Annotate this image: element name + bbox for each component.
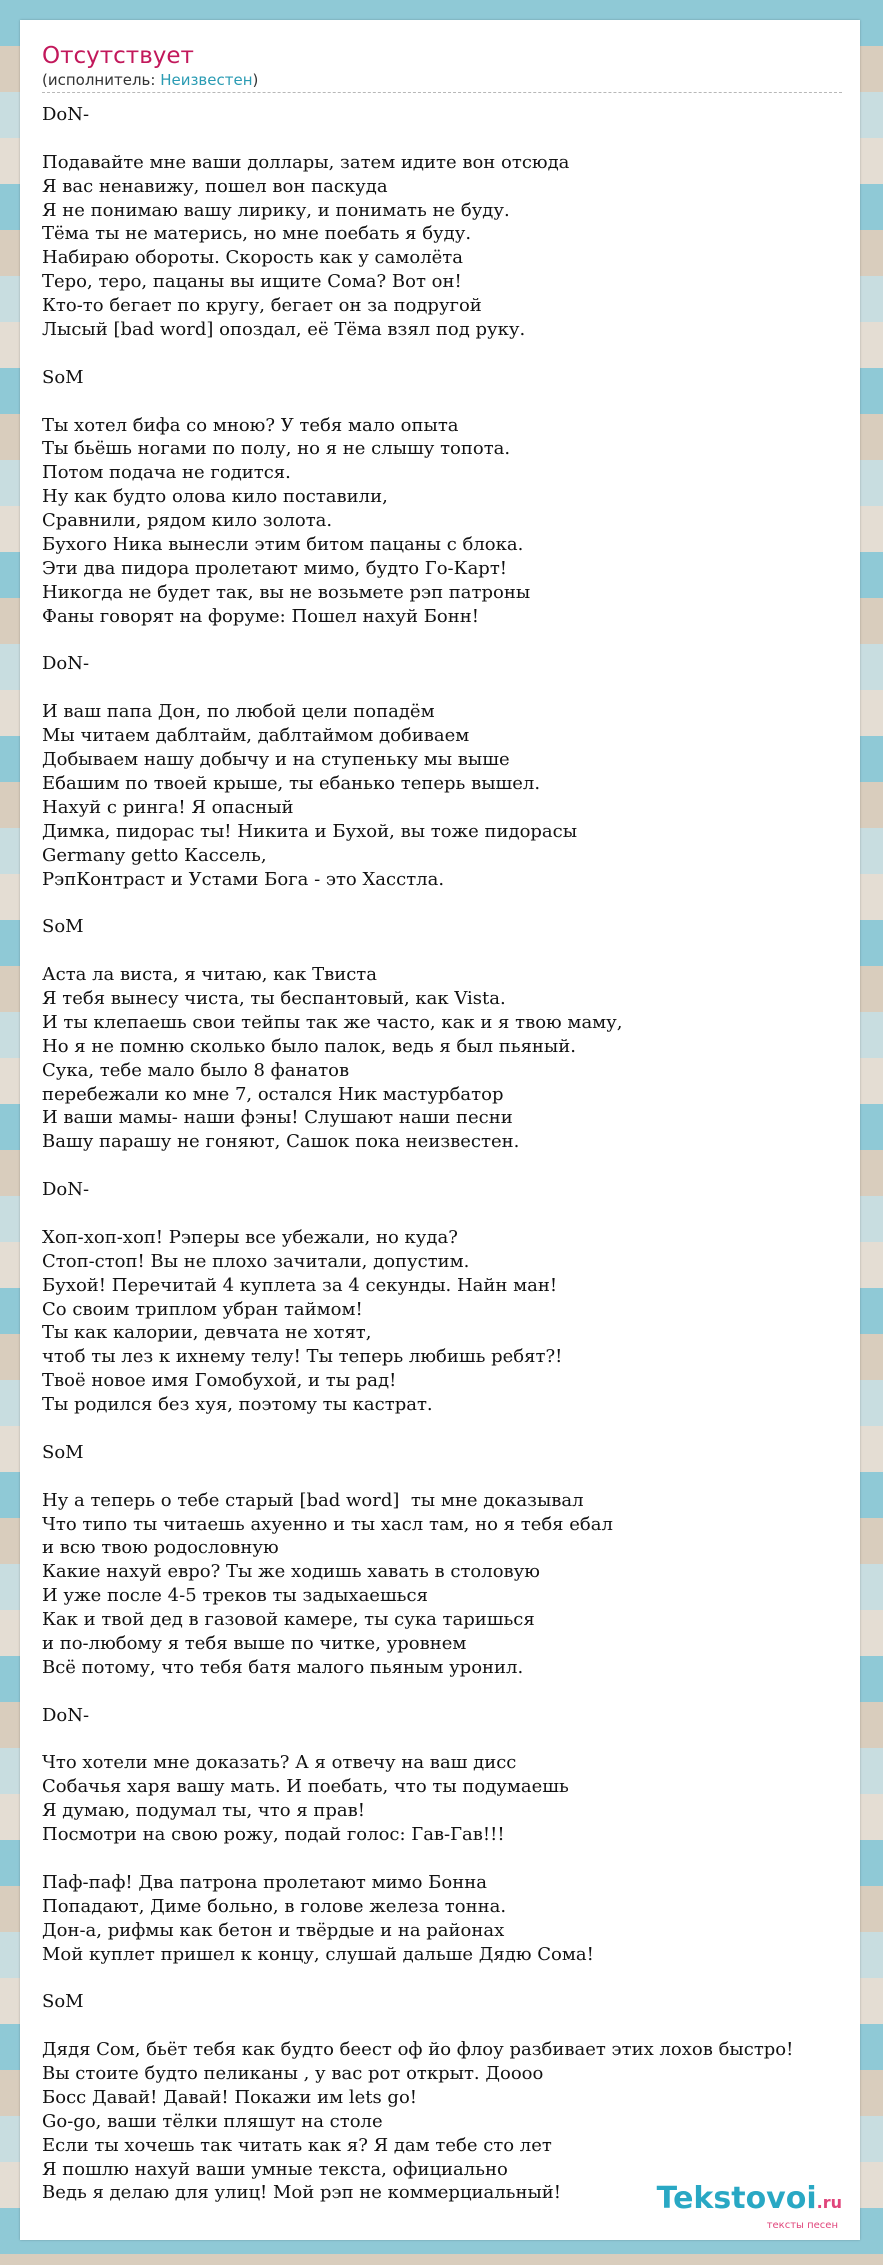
lyric-line: DoN- (42, 104, 90, 125)
lyric-line: Попадают, Диме больно, в голове железа тонна. (42, 1895, 507, 1917)
lyric-line: И ваш папа Дон, по любой цели попадём (42, 701, 435, 723)
lyric-line: И ты клепаешь свои тейпы так же часто, как и я твою маму, (42, 1011, 623, 1033)
lyric-line (42, 676, 860, 700)
lyric-line: Вы стоите будто пеликаны , у вас рот открыт. Дoooo (42, 2063, 544, 2085)
lyric-line: Со своим триплом убран таймом! (42, 1298, 363, 1320)
lyric-line: DoN- (42, 1179, 90, 1201)
lyric-line: и всю твою родословную (42, 1537, 279, 1559)
lyric-line: Димка, пидорас ты! Никита и Бухой, вы тоже пидорасы (42, 820, 578, 842)
lyric-line: Мой куплет пришел к концу, слушай дальше Дядю Сома! (42, 1943, 594, 1965)
lyric-line: Сравнили, рядом кило золота. (42, 510, 333, 532)
lyric-line (42, 1417, 860, 1441)
lyric-line: Дядя Сом, бьёт тебя как будто беест оф йо флоу разбивает этих лохов быстро! (42, 2039, 794, 2061)
lyric-line: Я пошлю нахуй ваши умные текста, официально (42, 2158, 508, 2180)
lyric-line: Тёма ты не матерись, но мне поебать я буду. (42, 223, 472, 245)
lyric-line: Паф-паф! Два патрона пролетают мимо Бонна (42, 1871, 487, 1893)
lyric-line (42, 629, 860, 653)
lyric-line: Ведь я делаю для улиц! Мой рэп не коммерциальный! (42, 2182, 562, 2204)
lyric-line: Нахуй с ринга! Я опасный (42, 796, 294, 818)
lyric-line: SoM (42, 916, 84, 938)
lyric-line (42, 342, 860, 366)
lyric-line: Всё потому, что тебя батя малого пьяным уронил. (42, 1656, 524, 1678)
song-title: Отсутствует (42, 43, 194, 69)
lyric-line: Стоп-стоп! Вы не плохо зачитали, допустим. (42, 1250, 470, 1272)
lyric-line (42, 1680, 860, 1704)
lyric-line: Хоп-хоп-хоп! Рэперы все убежали, но куда? (42, 1226, 458, 1248)
lyrics-card (20, 20, 860, 2240)
lyric-line: Аста ла виста, я читаю, как Твиста (42, 964, 377, 986)
lyric-line (42, 1966, 860, 1990)
lyric-line: Ты бьёшь ногами по полу, но я не слышу топота. (42, 438, 511, 460)
lyric-line: Теро, теро, пацаны вы ищите Сома? Вот он! (42, 271, 462, 293)
site-logo[interactable] (600, 2178, 860, 2240)
lyric-line: Эти два пидора пролетают мимо, будто Го-Карт! (42, 557, 508, 579)
lyric-line: Я вас ненавижу, пошел вон паскуда (42, 175, 388, 197)
lyric-line (42, 127, 860, 151)
performer-link[interactable]: Неизвестен (160, 71, 253, 89)
lyric-line: Что типо ты читаешь ахуенно и ты хасл там, но я тебя ебал (42, 1513, 613, 1535)
lyric-line: И уже после 4-5 треков ты задыхаешься (42, 1585, 428, 1607)
lyric-line: Ты как калории, девчата не хотят, (42, 1322, 372, 1344)
lyric-line: Что хотели мне доказать? А я отвечу на ваш дисс (42, 1752, 517, 1774)
lyric-line (42, 1847, 860, 1871)
logo-tld: .ru (816, 2193, 842, 2212)
lyric-line: чтоб ты лез к ихнему телу! Ты теперь любишь ребят?! (42, 1346, 563, 1368)
lyric-line: Дон-а, рифмы как бетон и твёрдые и на районах (42, 1919, 505, 1941)
lyric-line (42, 2014, 860, 2038)
lyric-line: Кто-то бегает по кругу, бегает он за подругой (42, 295, 482, 317)
lyric-line: Потом подача не годится. (42, 462, 291, 484)
lyric-line: И ваши мамы- наши фэны! Слушают наши песни (42, 1107, 513, 1129)
lyric-line: Бухого Ника вынесли этим битом пацаны с блока. (42, 534, 524, 556)
lyric-line (42, 1465, 860, 1489)
lyric-line: SoM (42, 1441, 84, 1463)
lyric-line: Подавайте мне ваши доллары, затем идите вон отсюда (42, 151, 570, 173)
lyric-line: SoM (42, 366, 84, 388)
lyric-line: DoN- (42, 1704, 90, 1726)
lyric-line (42, 1154, 860, 1178)
lyric-line: Лысый [bad word] опоздал, её Тёма взял под руку. (42, 319, 526, 341)
lyric-line: SoM (42, 1991, 84, 2013)
performer-prefix: (исполнитель: (42, 71, 161, 89)
performer-line (42, 70, 842, 93)
lyric-line: Как и твой дед в газовой камере, ты сука таришься (42, 1609, 535, 1631)
lyrics-text (42, 103, 860, 2205)
lyric-line (42, 1202, 860, 1226)
lyric-line: Какие нахуй евро? Ты же ходишь хавать в столовую (42, 1561, 540, 1583)
lyric-line: РэпКонтраст и Устами Бога - это Хасстла. (42, 868, 445, 890)
lyric-line: Ты родился без хуя, поэтому ты кастрат. (42, 1394, 433, 1416)
lyric-line: Я думаю, подумал ты, что я прав! (42, 1800, 366, 1822)
lyric-line: Твоё новое имя Гомобухой, и ты рад! (42, 1370, 397, 1392)
logo-tagline: тексты песен (766, 2220, 838, 2231)
lyric-line: Ебашим по твоей крыше, ты ебанько теперь вышел. (42, 772, 541, 794)
lyric-line: Я тебя вынесу чиста, ты беспантовый, как Vista. (42, 987, 506, 1009)
lyric-line (42, 1728, 860, 1752)
lyric-line: и по-любому я тебя выше по читке, уровнем (42, 1633, 467, 1654)
lyric-line: Но я не помню сколько было палок, ведь я был пьяный. (42, 1035, 576, 1057)
performer-suffix: ) (252, 71, 259, 89)
lyric-line: DoN- (42, 653, 90, 675)
lyric-line: Посмотри на свою рожу, подай голос: Гав-Гав!!! (42, 1824, 505, 1846)
lyric-line: Ты хотел бифа со мною? У тебя мало опыта (42, 414, 459, 436)
lyric-line (42, 390, 860, 414)
lyric-line: Добываем нашу добычу и на ступеньку мы выше (42, 749, 510, 771)
lyric-line: Ну как будто олова кило поставили, (42, 486, 388, 508)
lyric-line: Ну а теперь о тебе старый [bad word] ты мне доказывал (42, 1489, 584, 1511)
lyric-line: Бухой! Перечитай 4 куплета за 4 секунды. Найн ман! (42, 1274, 558, 1296)
lyric-line: Набираю обороты. Скорость как у самолёта (42, 247, 463, 269)
logo-name: Tekstovoi (656, 2181, 817, 2216)
lyric-line: Germany getto Кассель, (42, 844, 267, 866)
lyric-line: Я не понимаю вашу лирику, и понимать не буду. (42, 199, 510, 221)
lyric-line: Вашу парашу не гоняют, Сашок пока неизвестен. (42, 1131, 520, 1153)
lyric-line (42, 939, 860, 963)
lyric-line: Сука, тебе мало было 8 фанатов (42, 1059, 350, 1081)
lyric-line: Никогда не будет так, вы не возьмете рэп патроны (42, 581, 531, 603)
lyric-line: Если ты хочешь так читать как я? Я дам тебе сто лет (42, 2134, 552, 2156)
lyric-line: Мы читаем даблтайм, даблтаймом добиваем (42, 725, 470, 747)
lyric-line: Босс Давай! Давай! Покажи им lets go! (42, 2086, 418, 2108)
lyric-line: Go-go, ваши тёлки пляшут на столе (42, 2110, 383, 2132)
logo-wordmark (600, 2178, 842, 2220)
lyric-line: перебежали ко мне 7, остался Ник мастурбатор (42, 1083, 504, 1105)
lyric-line (42, 891, 860, 915)
lyric-line: Собачья харя вашу мать. И поебать, что ты подумаешь (42, 1776, 569, 1798)
lyric-line: Фаны говорят на форуме: Пошел нахуй Бонн! (42, 605, 480, 627)
